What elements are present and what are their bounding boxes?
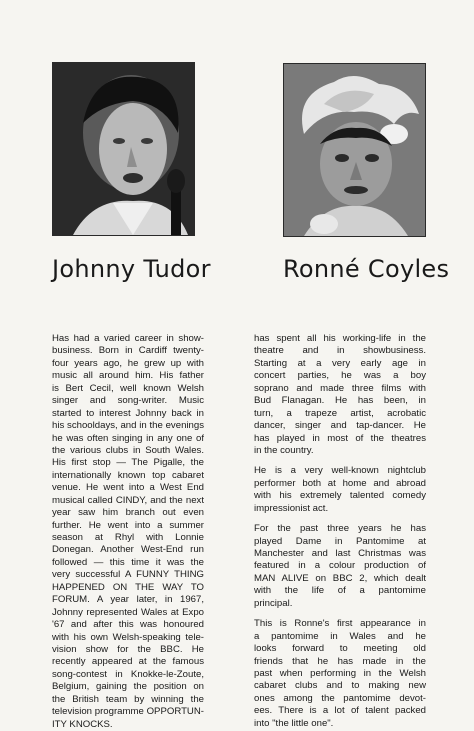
bio-line: recently appeared at the famous — [52, 656, 204, 668]
bio-line: performer both at home and abroad — [254, 477, 426, 489]
bio-line: past when performing in the Welsh — [254, 667, 426, 679]
bio-line: featured in a colour production of — [254, 560, 426, 572]
bio-line: soprano and made three films with — [254, 382, 426, 394]
portrait-dame-image — [284, 64, 425, 236]
bio-line: singer and song-writer. Music — [52, 395, 204, 407]
johnny-tudor-name: Johnny Tudor — [52, 255, 211, 283]
ronne-coyles-photo — [283, 63, 426, 237]
bio-line: principal. — [254, 597, 293, 609]
bio-line: friends that he has made in the — [254, 655, 426, 667]
bio-line: venue. He went into a West End — [52, 482, 204, 494]
bio-line: concert parties, he was a boy — [254, 370, 426, 382]
bio-line: the British team by winning the — [52, 693, 204, 705]
bio-line: Belgium, gaining the position on — [52, 681, 204, 693]
bio-line: MAN ALIVE on BBC 2, which dealt — [254, 572, 426, 584]
bio-line: Bud Flanagan. He has been, in — [254, 395, 426, 407]
bio-line: Has had a varied career in show- — [52, 333, 204, 344]
bio-line: impressionist act. — [254, 502, 329, 514]
bio-line: year saw him branch out even — [52, 507, 204, 519]
bio-line: FORUM. A year later, in 1967, — [52, 594, 204, 606]
bio-line: song-contest in Knokke-le-Zoute, — [52, 668, 204, 680]
bio-line: further. He went into a summer — [52, 519, 204, 531]
bio-line: with his own Welsh-speaking tele- — [52, 631, 204, 643]
bio-line: Johnny represented Wales at Expo — [52, 606, 204, 618]
bio-line: '67 and after this was honoured — [52, 619, 204, 631]
bio-line: with his extremely talented comedy — [254, 490, 426, 502]
bio-line: played Dame in Pantomime at — [254, 535, 426, 547]
portrait-singer-image — [53, 63, 194, 235]
bio-line: the various clubs in South Wales. — [52, 444, 204, 456]
bio-line: looks forward to meeting old — [254, 643, 426, 655]
johnny-tudor-biography — [52, 333, 204, 731]
bio-line: He is a very well-known nightclub — [254, 465, 426, 477]
bio-line: four years ago, he grew up with — [52, 357, 204, 369]
bio-line: Starting at a very early age in — [254, 357, 426, 369]
bio-line: musical called CINDY, and the next — [52, 494, 204, 506]
bio-line: with the life of a pantomime — [254, 585, 426, 597]
ronne-coyles-name: Ronné Coyles — [283, 255, 450, 283]
bio-line: cabaret clubs and to making new — [254, 680, 426, 692]
bio-line: has played in most of the theatres — [254, 432, 426, 444]
bio-line: dancer, singer and tap-dancer. He — [254, 420, 426, 432]
bio-line: Donegan. Another West-End run — [52, 544, 204, 556]
bio-line: Manchester and last Christmas was — [254, 548, 426, 559]
bio-line: has spent all his working-life in the — [254, 333, 426, 344]
bio-line: his schooldays, and in the evenings — [52, 420, 204, 432]
bio-line: followed — this time it was the — [52, 556, 204, 568]
bio-line: started to interest Johnny back in — [52, 407, 204, 419]
bio-line: turn, a trapeze artist, acrobatic — [254, 407, 426, 419]
bio-line: internationally known top cabaret — [52, 469, 204, 481]
bio-line: he was often singing in any one of — [52, 432, 204, 444]
bio-line: is Bert Cecil, well known Welsh — [52, 382, 204, 394]
bio-line: music all around him. His father — [52, 370, 204, 382]
bio-line: very successful A FUNNY THING — [52, 569, 204, 581]
bio-line: television programme OPPORTUN- — [52, 706, 204, 718]
bio-line: His first stop — The Pigalle, the — [52, 457, 204, 469]
bio-line: in the country. — [254, 444, 314, 456]
bio-line: theatre and in showbusiness. — [254, 345, 426, 357]
bio-line: HAPPENED ON THE WAY TO — [52, 581, 204, 593]
ronne-coyles-biography — [254, 333, 426, 730]
johnny-tudor-photo — [52, 62, 195, 236]
bio-line: For the past three years he has — [254, 523, 426, 535]
bio-line: into "the little one". — [254, 717, 334, 729]
bio-line: ITY KNOCKS. — [52, 718, 113, 730]
bio-line: ones among the pantomime devot- — [254, 692, 426, 704]
bio-line: season at Rhyl with Lonnie — [52, 532, 204, 543]
bio-line: ees. There is a lot of talent packed — [254, 705, 426, 717]
bio-line: vision show for the BBC. He — [52, 643, 204, 655]
bio-line: a pantomime in Wales and he — [254, 630, 426, 642]
bio-line: This is Ronne's first appearance in — [254, 618, 426, 630]
bio-line: business. Born in Cardiff twenty- — [52, 345, 204, 357]
